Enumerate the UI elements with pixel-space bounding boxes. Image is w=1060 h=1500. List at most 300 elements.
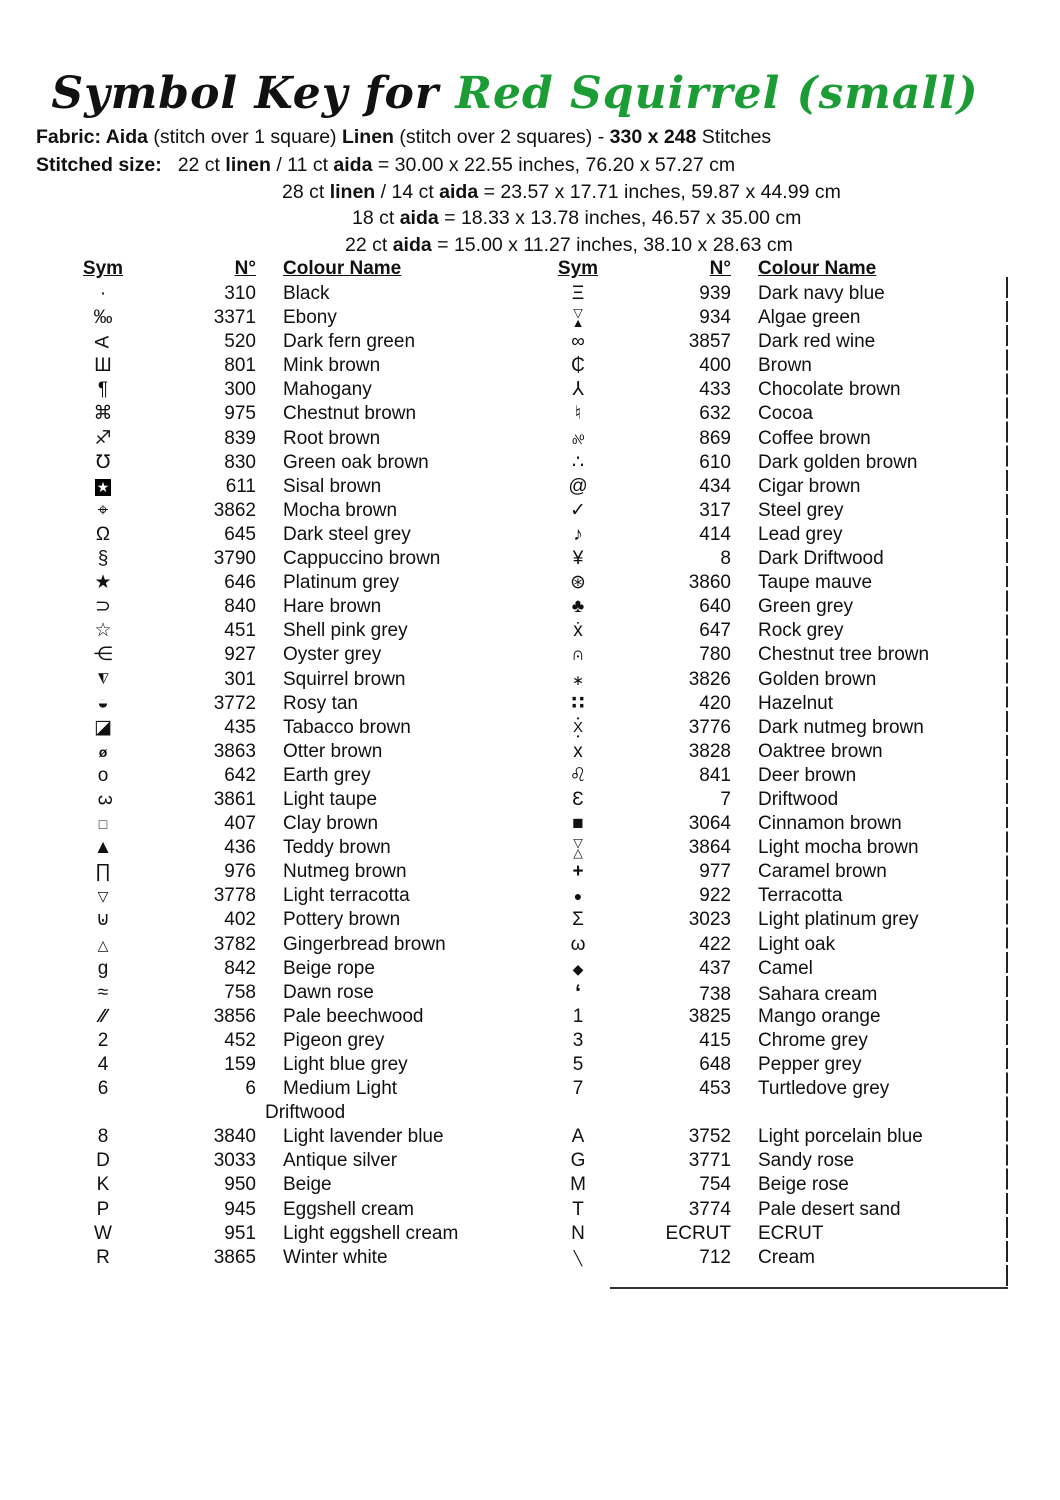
- stitch-symbol: G: [570, 1150, 586, 1172]
- colour-name: Sisal brown: [283, 475, 382, 497]
- key-row: [60, 860, 510, 884]
- floss-number: 520: [224, 331, 256, 353]
- stitch-symbol: ★: [96, 478, 110, 495]
- floss-number: 3862: [213, 499, 256, 521]
- key-row: [60, 451, 510, 475]
- text-segment: 330 x 248: [609, 126, 697, 148]
- stitched-size-line: [36, 152, 841, 179]
- floss-number: 934: [699, 307, 731, 329]
- colour-name: Dark fern green: [283, 331, 416, 353]
- floss-number: 780: [699, 644, 731, 666]
- stitch-symbol: ¥: [572, 548, 584, 570]
- key-row: [60, 282, 510, 306]
- text-segment: / 14 ct: [375, 180, 440, 203]
- key-row: [60, 1125, 510, 1149]
- colour-name: Algae green: [758, 307, 861, 329]
- key-row: [535, 523, 1010, 547]
- floss-number: 951: [224, 1222, 256, 1244]
- number-header: N°: [234, 258, 256, 279]
- stitch-symbol: 8: [97, 1126, 109, 1148]
- text-segment: 28 ct: [282, 180, 330, 203]
- colour-name: Eggshell cream: [283, 1198, 414, 1220]
- floss-number: 3790: [213, 548, 256, 570]
- floss-number: 451: [224, 620, 256, 642]
- stitched-size-line: [282, 179, 841, 206]
- text-segment: aida: [399, 207, 439, 229]
- stitch-symbol: g: [97, 957, 109, 979]
- stitch-symbol: ♌: [569, 764, 587, 786]
- floss-number: 939: [699, 283, 731, 304]
- key-row: [60, 643, 510, 667]
- colour-name: Hare brown: [283, 596, 382, 618]
- key-row: [60, 619, 510, 643]
- stitch-symbol: Ɛ: [572, 788, 584, 810]
- key-row: [535, 836, 1010, 860]
- colour-name: Taupe mauve: [758, 572, 873, 594]
- stitch-symbol: @: [568, 475, 588, 497]
- floss-number: 3064: [688, 813, 731, 835]
- floss-number: 3856: [213, 1005, 256, 1027]
- text-segment: 22 ct: [177, 154, 226, 176]
- key-row: [60, 933, 510, 957]
- stitch-symbol: R: [96, 1246, 110, 1268]
- floss-number: 7: [720, 788, 731, 810]
- colour-name: Terracotta: [758, 885, 843, 907]
- key-row: [535, 740, 1010, 764]
- stitch-symbol: M: [570, 1174, 586, 1196]
- colour-name: Dark nutmeg brown: [758, 716, 924, 738]
- stitch-symbol: x: [573, 740, 583, 762]
- floss-number: 3778: [213, 885, 256, 907]
- key-row: [60, 836, 510, 860]
- key-row: [60, 1029, 510, 1053]
- key-row: [535, 1029, 1010, 1053]
- floss-number: 648: [699, 1054, 731, 1075]
- colour-name: Lead grey: [758, 523, 843, 545]
- colour-name: Light blue grey: [283, 1054, 408, 1075]
- stitch-symbol: [571, 305, 585, 331]
- key-row: [60, 1246, 510, 1270]
- floss-number: 317: [699, 499, 731, 521]
- key-row: [535, 884, 1010, 908]
- stitch-symbol: 2: [97, 1029, 109, 1051]
- stitch-symbol: ⊃: [95, 596, 111, 618]
- stitch-symbol: ₵: [571, 355, 585, 377]
- floss-number: 434: [699, 475, 731, 497]
- colour-name: Medium Light Driftwood: [265, 1078, 398, 1124]
- floss-number: 407: [224, 813, 256, 835]
- key-row: [60, 475, 510, 499]
- key-row: [60, 499, 510, 523]
- colour-name: Chrome grey: [758, 1029, 868, 1051]
- stitch-symbol: Ω: [95, 523, 111, 545]
- stitch-symbol: • X •: [573, 716, 583, 739]
- text-segment: aida: [333, 154, 373, 176]
- key-row: [535, 764, 1010, 788]
- floss-number: 3860: [688, 572, 731, 594]
- key-header-row: [535, 258, 1010, 280]
- stitch-symbol: ◮: [97, 671, 109, 688]
- floss-number: 950: [224, 1174, 256, 1196]
- key-row: [535, 402, 1010, 426]
- key-row: [535, 788, 1010, 812]
- stitch-symbol: ∗: [572, 671, 584, 688]
- stitch-symbol: ★: [94, 572, 112, 594]
- key-row: [60, 354, 510, 378]
- colour-name: Otter brown: [283, 740, 383, 762]
- stitched-size-block: [36, 152, 841, 258]
- colour-name: Cigar brown: [758, 475, 861, 497]
- colour-name: Chocolate brown: [758, 379, 901, 401]
- key-row: [60, 1198, 510, 1222]
- text-segment: linen: [225, 154, 271, 176]
- colour-name: Clay brown: [283, 813, 379, 835]
- key-column-left: [60, 258, 510, 1270]
- colour-name: Beige: [283, 1174, 332, 1196]
- stitch-symbol: A: [571, 1126, 585, 1148]
- floss-number: 3033: [213, 1150, 256, 1172]
- colour-name: Light mocha brown: [758, 837, 919, 859]
- key-row: [535, 306, 1010, 330]
- text-segment: linen: [329, 180, 376, 203]
- floss-number: 420: [699, 692, 731, 714]
- stitch-symbol: ◪: [94, 716, 112, 738]
- key-row: [535, 571, 1010, 595]
- key-row: [535, 282, 1010, 306]
- floss-number: 3826: [688, 668, 731, 690]
- stitch-symbol: 5: [572, 1054, 584, 1075]
- colour-name: Root brown: [283, 427, 381, 449]
- key-row: [535, 1005, 1010, 1029]
- colour-name: Green grey: [758, 596, 854, 618]
- floss-number: 8: [720, 548, 731, 570]
- key-row: [535, 908, 1010, 932]
- stitch-symbol: +: [572, 861, 584, 883]
- stitch-symbol: P: [96, 1198, 110, 1220]
- floss-number: 3776: [688, 716, 731, 738]
- key-row: [60, 330, 510, 354]
- colour-name: Brown: [758, 355, 812, 377]
- floss-number: 3752: [688, 1126, 731, 1148]
- text-segment: (stitch over 1 square): [147, 126, 342, 148]
- key-row: [535, 668, 1010, 692]
- stitch-symbol: ⊍: [96, 909, 110, 931]
- colour-name: Winter white: [283, 1246, 388, 1268]
- stitch-symbol: Σ: [572, 909, 584, 931]
- stitch-symbol: 4: [97, 1054, 109, 1075]
- text-segment: = 15.00 x 11.27 inches, 38.10 x 28.63 cm: [431, 233, 793, 256]
- key-row: [535, 692, 1010, 716]
- colour-name: ECRUT: [758, 1222, 824, 1244]
- floss-number: 3864: [688, 837, 731, 859]
- colour-name: Turtledove grey: [758, 1078, 890, 1100]
- stitched-size-line: [352, 205, 841, 232]
- floss-number: 3840: [213, 1126, 256, 1148]
- key-row: [60, 378, 510, 402]
- spacer-row: [535, 1101, 1010, 1125]
- key-row: [535, 354, 1010, 378]
- colour-name: Black: [283, 283, 330, 304]
- key-row: [535, 330, 1010, 354]
- floss-number: 3828: [688, 740, 731, 762]
- key-row: [60, 427, 510, 451]
- stitch-symbol: K: [96, 1174, 110, 1196]
- key-header-row: [60, 258, 510, 280]
- key-row: [60, 306, 510, 330]
- floss-number: 3774: [688, 1198, 731, 1220]
- floss-number: 632: [699, 403, 731, 425]
- stitch-symbol: ω: [570, 933, 586, 955]
- key-row: [60, 957, 510, 981]
- floss-number: 3771: [688, 1150, 731, 1172]
- fabric-line: [36, 126, 771, 149]
- text-segment: = 18.33 x 13.78 inches, 46.57 x 35.00 cm: [438, 207, 802, 229]
- colour-name: Light platinum grey: [758, 909, 919, 931]
- text-segment: 18 ct: [352, 207, 400, 229]
- stitch-symbol: □: [98, 816, 108, 833]
- colour-name: Cocoa: [758, 403, 813, 425]
- stitch-symbol: D: [96, 1150, 110, 1172]
- title-black: Symbol Key for: [51, 68, 440, 119]
- stitch-symbol: ●: [573, 888, 583, 905]
- floss-number: ECRUT: [665, 1222, 731, 1244]
- sym-header: Sym: [557, 258, 599, 279]
- stitch-symbol: 3: [93, 794, 115, 806]
- floss-number: 436: [224, 837, 256, 859]
- key-row: [535, 451, 1010, 475]
- key-row: [535, 1173, 1010, 1197]
- colour-name: Rosy tan: [283, 692, 358, 714]
- floss-number: 3863: [213, 740, 256, 762]
- floss-number: 840: [224, 596, 256, 618]
- colour-name: Squirrel brown: [283, 668, 406, 690]
- stitch-symbol: A: [91, 335, 113, 349]
- colour-name: Sandy rose: [758, 1150, 855, 1172]
- stitch-symbol: ♮: [574, 403, 582, 425]
- stitch-symbol: ╲: [573, 1249, 583, 1266]
- key-row: [60, 908, 510, 932]
- colour-name: Light porcelain blue: [758, 1126, 923, 1148]
- stitch-symbol: ℧: [95, 451, 111, 473]
- key-row: [535, 1149, 1010, 1173]
- colour-name: Rock grey: [758, 620, 844, 642]
- floss-number: 842: [224, 957, 256, 979]
- key-row: [535, 378, 1010, 402]
- floss-number: 647: [699, 620, 731, 642]
- key-row: [60, 1222, 510, 1246]
- floss-number: 433: [699, 379, 731, 401]
- stitch-symbol: 3: [572, 1029, 584, 1051]
- colour-name: Mango orange: [758, 1005, 881, 1027]
- stitch-symbol: ¶: [97, 379, 109, 401]
- stitch-symbol: ‘: [574, 979, 582, 1005]
- colour-name: Driftwood: [758, 788, 839, 810]
- stitch-symbol: ▲: [93, 837, 113, 859]
- colour-name-header: Colour Name: [758, 258, 877, 279]
- stitch-symbol: ◒: [97, 692, 109, 714]
- stitched-size-line: [345, 232, 841, 259]
- colour-name: Nutmeg brown: [283, 861, 407, 883]
- floss-number: 869: [699, 427, 731, 449]
- colour-name: Dark Driftwood: [758, 548, 884, 570]
- key-column-right: [535, 258, 1010, 1270]
- table-border-bottom-line: [610, 1287, 1008, 1289]
- key-row: [60, 812, 510, 836]
- text-segment: aida: [439, 180, 479, 203]
- key-row: [535, 860, 1010, 884]
- key-row: [535, 1053, 1010, 1077]
- stitch-symbol: ⌘: [93, 403, 113, 425]
- colour-name: Gingerbread brown: [283, 933, 446, 955]
- colour-name: Shell pink grey: [283, 620, 408, 642]
- stitch-symbol: 6: [97, 1078, 109, 1100]
- stitch-symbol: 7: [572, 1078, 584, 1100]
- stitch-symbol: ø: [98, 743, 108, 760]
- key-row: [60, 788, 510, 812]
- colour-name: Teddy brown: [283, 837, 391, 859]
- stitch-symbol: ẋ: [573, 620, 583, 642]
- floss-number: 976: [224, 861, 256, 883]
- key-row: [535, 547, 1010, 571]
- sym-header: Sym: [82, 258, 124, 279]
- number-header: N°: [709, 258, 731, 279]
- floss-number: 310: [224, 283, 256, 304]
- floss-number: 3865: [213, 1246, 256, 1268]
- floss-number: 3772: [213, 692, 256, 714]
- key-row: [60, 740, 510, 764]
- stitch-symbol-part: ▽: [573, 835, 583, 850]
- floss-number: 975: [224, 403, 256, 425]
- floss-number: 415: [699, 1029, 731, 1051]
- stitch-symbol: Ξ: [571, 283, 585, 304]
- floss-number: 3857: [688, 331, 731, 353]
- colour-name: Earth grey: [283, 764, 371, 786]
- floss-number: 610: [699, 451, 731, 473]
- colour-name: Cinnamon brown: [758, 813, 902, 835]
- stitch-symbol: ∞: [571, 331, 585, 353]
- stitch-symbol: ☆: [94, 620, 112, 642]
- colour-name: Cappuccino brown: [283, 548, 441, 570]
- key-row: [60, 1149, 510, 1173]
- colour-name: Caramel brown: [758, 861, 887, 883]
- key-row: [535, 1077, 1010, 1101]
- floss-number: 646: [224, 572, 256, 594]
- key-row: [60, 668, 510, 692]
- key-row: [60, 716, 510, 740]
- floss-number: 712: [699, 1246, 731, 1268]
- key-row: [60, 1053, 510, 1077]
- key-row: [535, 1246, 1010, 1270]
- key-row: [60, 764, 510, 788]
- key-row: [60, 523, 510, 547]
- colour-name: Sahara cream: [758, 983, 878, 1005]
- floss-number: 830: [224, 451, 256, 473]
- table-border-vertical-line: [1006, 277, 1008, 1288]
- colour-name: Dark red wine: [758, 331, 876, 353]
- key-row: [60, 402, 510, 426]
- floss-number: 437: [699, 957, 731, 979]
- stitch-symbol: ◆: [572, 960, 584, 977]
- colour-name: Dark golden brown: [758, 451, 918, 473]
- stitch-symbol: ≈: [97, 981, 109, 1003]
- floss-number: 6: [245, 1078, 256, 1100]
- colour-name: Light eggshell cream: [283, 1222, 459, 1244]
- stitch-symbol-part: △: [573, 846, 583, 861]
- text-segment: (stitch over 2 squares) -: [393, 126, 610, 148]
- colour-name: Mink brown: [283, 355, 381, 377]
- colour-name: Dark navy blue: [758, 283, 885, 304]
- stitch-symbol: W: [94, 1222, 112, 1244]
- key-row: [535, 499, 1010, 523]
- key-row: [60, 595, 510, 619]
- key-row: [535, 475, 1010, 499]
- colour-name: Chestnut brown: [283, 403, 417, 425]
- stitch-symbol: ♣: [571, 596, 585, 618]
- key-row: [535, 1198, 1010, 1222]
- stitch-symbol: ⌖: [97, 499, 109, 521]
- colour-name: Tabacco brown: [283, 716, 411, 738]
- text-segment: Linen: [341, 126, 394, 148]
- floss-number: 3782: [213, 933, 256, 955]
- key-row: [60, 571, 510, 595]
- colour-name: Pale beechwood: [283, 1005, 424, 1027]
- colour-name: Mocha brown: [283, 499, 398, 521]
- floss-number: 453: [699, 1078, 731, 1100]
- key-row: [60, 692, 510, 716]
- floss-number: 754: [699, 1174, 731, 1196]
- stitch-symbol: %: [571, 430, 585, 447]
- key-row: [535, 643, 1010, 667]
- title-pattern-name: Red Squirrel (small): [455, 68, 979, 119]
- key-row: [535, 812, 1010, 836]
- colour-name: Light taupe: [283, 788, 378, 810]
- floss-number: 422: [699, 933, 731, 955]
- floss-number: 645: [224, 523, 256, 545]
- colour-name: Dawn rose: [283, 981, 374, 1003]
- floss-number: 642: [224, 764, 256, 786]
- stitch-symbol: ∴: [571, 451, 585, 473]
- floss-number: 300: [224, 379, 256, 401]
- floss-number: 640: [699, 596, 731, 618]
- stitch-symbol: ∕∕: [99, 1005, 107, 1027]
- floss-number: 945: [224, 1198, 256, 1220]
- colour-name: Cream: [758, 1246, 816, 1268]
- floss-number: 758: [224, 981, 256, 1003]
- key-row: [60, 1173, 510, 1197]
- page-title: [0, 68, 1030, 119]
- stitch-symbol: N: [571, 1222, 585, 1244]
- floss-number: 402: [224, 909, 256, 931]
- text-segment: = 23.57 x 17.71 inches, 59.87 x 44.99 cm: [478, 180, 841, 203]
- floss-number: 435: [224, 716, 256, 738]
- stitch-symbol: T: [572, 1198, 584, 1220]
- colour-name: Antique silver: [283, 1150, 398, 1172]
- floss-number: 400: [699, 355, 731, 377]
- key-row: [535, 957, 1010, 981]
- colour-name: Hazelnut: [758, 692, 833, 714]
- colour-name: Camel: [758, 957, 813, 979]
- colour-name: Ebony: [283, 307, 337, 329]
- colour-name-header: Colour Name: [283, 258, 402, 279]
- colour-name: Steel grey: [758, 499, 844, 521]
- colour-name: Dark steel grey: [283, 523, 411, 545]
- stitch-symbol-part: ▽: [573, 305, 583, 320]
- colour-name: Green oak brown: [283, 451, 429, 473]
- stitch-symbol: ▽: [97, 888, 109, 905]
- colour-name: Pigeon grey: [283, 1029, 385, 1051]
- stitch-symbol: [573, 835, 583, 861]
- stitch-symbol: ∷: [571, 692, 585, 714]
